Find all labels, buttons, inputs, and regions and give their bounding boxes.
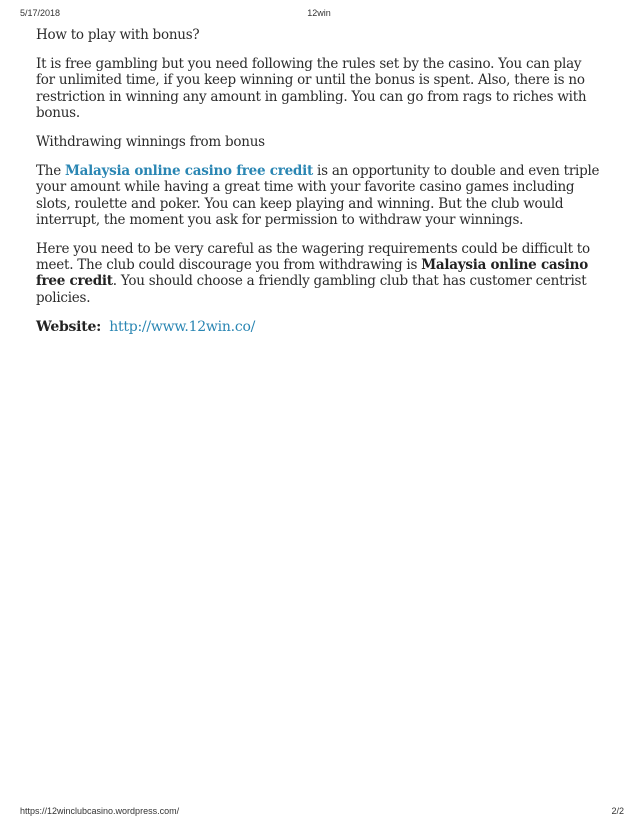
paragraph-careful [36,241,602,306]
website-line [36,319,602,335]
website-link[interactable]: http://www.12win.co/ [109,318,256,335]
print-url: https://12winclubcasino.wordpress.com/ [20,806,180,816]
article-content [36,27,602,348]
website-label: Website: [36,318,102,335]
print-footer [0,806,638,818]
paragraph-careful-prefix: Here you need to be very careful as the wagering requirements could be difficult to meet. The club could discourage you from withdrawing is [36,241,590,274]
paragraph-malaysia-credit [36,163,602,228]
heading-withdraw: Withdrawing winnings from bonus [36,134,265,151]
paragraph-malaysia-rest: is an opportunity to double and even triple your amount while having a great time with your favorite casino games including slots, roulette and poker. You can keep playing and winning. But the club would interrupt, the moment you ask for permission to withdraw your winnings. [36,163,600,228]
paragraph-free-gambling: It is free gambling but you need following the rules set by the casino. You can play for unlimited time, if you keep winning or until the bonus is spent. Also, there is no restriction in winning any amount in gambling. You can go from rags to riches with bonus. [36,56,587,121]
paragraph-malaysia-prefix: The [36,163,65,180]
paragraph-careful-rest: . You should choose a friendly gambling club that has customer centrist policies. [36,273,587,306]
heading-bonus: How to play with bonus? [36,27,200,43]
print-date: 5/17/2018 [20,8,61,18]
print-page-title: 12win [307,8,331,18]
print-header [0,8,638,20]
print-page-number: 2/2 [611,806,624,816]
malaysia-credit-link[interactable]: Malaysia online casino free credit [64,163,313,180]
paragraph-careful-bold: Malaysia online casino free credit [36,257,588,290]
